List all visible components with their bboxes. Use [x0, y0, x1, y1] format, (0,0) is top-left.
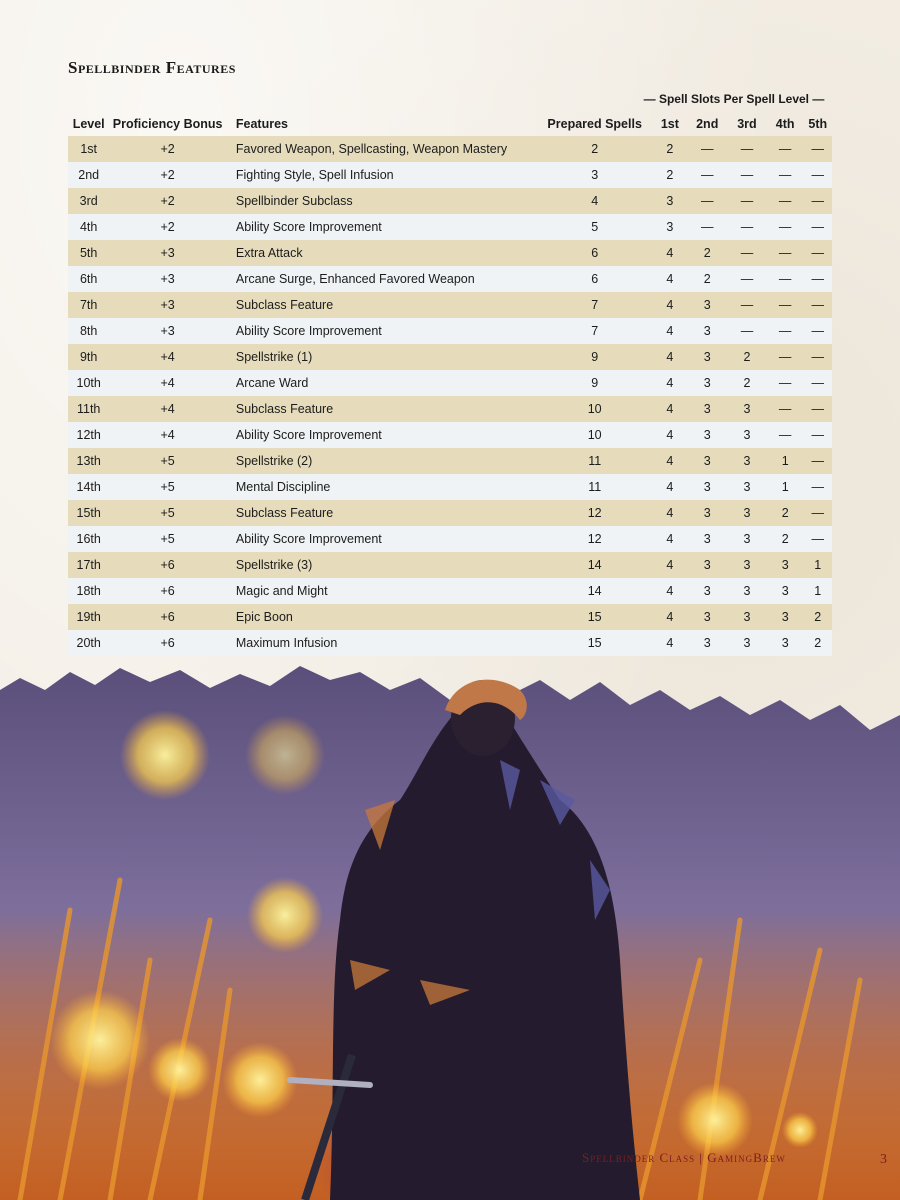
cell-slot-3rd: 2 — [727, 370, 767, 396]
cell-slot-1st: 4 — [652, 266, 687, 292]
cell-slot-2nd: — — [687, 162, 727, 188]
cell-features: Mental Discipline — [226, 474, 537, 500]
cell-slot-2nd: 3 — [687, 604, 727, 630]
header-features: Features — [235, 117, 288, 131]
cell-level: 3rd — [68, 188, 109, 214]
cell-proficiency-bonus: +2 — [109, 162, 226, 188]
cell-slot-4th: 1 — [767, 474, 804, 500]
table-row — [68, 396, 832, 422]
cell-slot-2nd: 3 — [687, 370, 727, 396]
cell-features: Arcane Surge, Enhanced Favored Weapon — [226, 266, 537, 292]
cell-features: Subclass Feature — [226, 292, 537, 318]
cell-slot-5th: — — [804, 214, 832, 240]
cell-slot-1st: 3 — [652, 188, 687, 214]
cell-level: 18th — [68, 578, 109, 604]
cell-prepared-spells: 6 — [537, 240, 653, 266]
header-slot-3rd: 3rd — [737, 117, 757, 131]
table-row — [68, 136, 832, 162]
cell-prepared-spells: 10 — [537, 396, 653, 422]
cell-slot-4th: 3 — [767, 630, 804, 656]
cell-proficiency-bonus: +4 — [109, 344, 226, 370]
cell-proficiency-bonus: +6 — [109, 630, 226, 656]
cell-slot-2nd: 3 — [687, 500, 727, 526]
table-header-row — [68, 112, 832, 136]
cell-features: Spellbinder Subclass — [226, 188, 537, 214]
cell-slot-4th: 1 — [767, 448, 804, 474]
cell-level: 6th — [68, 266, 109, 292]
spellbinder-features-table — [68, 112, 832, 656]
cell-slot-4th: — — [767, 266, 804, 292]
cell-prepared-spells: 6 — [537, 266, 653, 292]
header-prepared-spells: Prepared Spells — [547, 117, 642, 131]
table-row — [68, 344, 832, 370]
cell-slot-5th: — — [804, 162, 832, 188]
cell-features: Extra Attack — [226, 240, 537, 266]
cell-slot-3rd: 3 — [727, 552, 767, 578]
cell-slot-4th: — — [767, 240, 804, 266]
cell-prepared-spells: 11 — [537, 448, 653, 474]
cell-slot-5th: 2 — [804, 630, 832, 656]
cell-slot-3rd: — — [727, 188, 767, 214]
table-row — [68, 266, 832, 292]
cell-slot-1st: 4 — [652, 474, 687, 500]
cell-slot-4th: 2 — [767, 526, 804, 552]
page-footer: Spellbinder Class | GamingBrew — [582, 1150, 786, 1165]
cell-features: Ability Score Improvement — [226, 214, 537, 240]
cell-proficiency-bonus: +3 — [109, 240, 226, 266]
header-proficiency-bonus: Proficiency Bonus — [112, 117, 223, 131]
cell-level: 11th — [68, 396, 109, 422]
cell-slot-1st: 4 — [652, 422, 687, 448]
cell-slot-2nd: 2 — [687, 240, 727, 266]
cell-slot-2nd: 3 — [687, 422, 727, 448]
cell-features: Spellstrike (3) — [226, 552, 537, 578]
cell-prepared-spells: 15 — [537, 630, 653, 656]
cell-slot-1st: 4 — [652, 344, 687, 370]
cell-slot-5th: 1 — [804, 578, 832, 604]
cell-level: 2nd — [68, 162, 109, 188]
cell-prepared-spells: 4 — [537, 188, 653, 214]
cell-slot-3rd: 2 — [727, 344, 767, 370]
cell-slot-4th: — — [767, 318, 804, 344]
cell-slot-5th: — — [804, 136, 832, 162]
cell-slot-1st: 4 — [652, 370, 687, 396]
cell-proficiency-bonus: +4 — [109, 396, 226, 422]
cell-prepared-spells: 10 — [537, 422, 653, 448]
cell-slot-2nd: 3 — [687, 526, 727, 552]
table-row — [68, 604, 832, 630]
cell-slot-4th: — — [767, 396, 804, 422]
cell-slot-4th: — — [767, 162, 804, 188]
cell-prepared-spells: 7 — [537, 292, 653, 318]
cell-slot-5th: — — [804, 266, 832, 292]
cell-slot-1st: 4 — [652, 552, 687, 578]
cell-slot-3rd: 3 — [727, 578, 767, 604]
cell-slot-4th: — — [767, 188, 804, 214]
cell-slot-4th: — — [767, 214, 804, 240]
table-row — [68, 526, 832, 552]
cell-slot-1st: 4 — [652, 292, 687, 318]
cell-slot-4th: — — [767, 292, 804, 318]
cell-slot-1st: 4 — [652, 500, 687, 526]
header-slot-2nd: 2nd — [696, 117, 719, 131]
cell-slot-2nd: 3 — [687, 630, 727, 656]
cell-slot-1st: 4 — [652, 396, 687, 422]
cell-proficiency-bonus: +6 — [109, 604, 226, 630]
cell-level: 10th — [68, 370, 109, 396]
cell-level: 14th — [68, 474, 109, 500]
cell-prepared-spells: 14 — [537, 578, 653, 604]
cell-slot-3rd: 3 — [727, 396, 767, 422]
cell-slot-1st: 2 — [652, 162, 687, 188]
cell-level: 9th — [68, 344, 109, 370]
cell-level: 8th — [68, 318, 109, 344]
table-row — [68, 500, 832, 526]
cell-slot-4th: 3 — [767, 604, 804, 630]
cell-slot-5th: — — [804, 188, 832, 214]
table-row — [68, 578, 832, 604]
cell-level: 17th — [68, 552, 109, 578]
cell-slot-5th: — — [804, 526, 832, 552]
cell-prepared-spells: 9 — [537, 344, 653, 370]
cell-proficiency-bonus: +6 — [109, 552, 226, 578]
table-row — [68, 188, 832, 214]
cell-slot-2nd: 3 — [687, 396, 727, 422]
cell-prepared-spells: 12 — [537, 500, 653, 526]
cell-slot-5th: — — [804, 474, 832, 500]
table-row — [68, 370, 832, 396]
cell-features: Ability Score Improvement — [226, 318, 537, 344]
cell-proficiency-bonus: +2 — [109, 136, 226, 162]
cell-prepared-spells: 3 — [537, 162, 653, 188]
cell-slot-3rd: — — [727, 292, 767, 318]
cell-slot-5th: — — [804, 422, 832, 448]
cell-slot-5th: 1 — [804, 552, 832, 578]
cell-slot-3rd: 3 — [727, 474, 767, 500]
cell-slot-4th: 3 — [767, 578, 804, 604]
cell-slot-2nd: 2 — [687, 266, 727, 292]
cell-features: Favored Weapon, Spellcasting, Weapon Mastery — [226, 136, 537, 162]
header-slot-4th: 4th — [775, 117, 795, 131]
cell-slot-4th: — — [767, 344, 804, 370]
cell-proficiency-bonus: +5 — [109, 526, 226, 552]
page-title: Spellbinder Features — [68, 58, 236, 77]
cell-slot-3rd: 3 — [727, 604, 767, 630]
cell-proficiency-bonus: +5 — [109, 500, 226, 526]
cell-slot-5th: — — [804, 448, 832, 474]
cell-slot-2nd: 3 — [687, 344, 727, 370]
cell-features: Spellstrike (1) — [226, 344, 537, 370]
cell-level: 15th — [68, 500, 109, 526]
cell-slot-5th: — — [804, 500, 832, 526]
header-level: Level — [72, 117, 105, 131]
cell-slot-3rd: — — [727, 162, 767, 188]
cell-slot-3rd: — — [727, 318, 767, 344]
page-number: 3 — [880, 1152, 887, 1167]
cell-proficiency-bonus: +3 — [109, 292, 226, 318]
cell-proficiency-bonus: +6 — [109, 578, 226, 604]
cell-slot-2nd: — — [687, 214, 727, 240]
cell-slot-1st: 4 — [652, 526, 687, 552]
cell-level: 5th — [68, 240, 109, 266]
table-row — [68, 318, 832, 344]
table-row — [68, 422, 832, 448]
cell-slot-4th: 3 — [767, 552, 804, 578]
cell-features: Spellstrike (2) — [226, 448, 537, 474]
cell-proficiency-bonus: +5 — [109, 448, 226, 474]
cell-slot-5th: — — [804, 370, 832, 396]
cell-slot-2nd: 3 — [687, 578, 727, 604]
spell-slots-header: — Spell Slots Per Spell Level — — [643, 92, 825, 106]
cell-features: Fighting Style, Spell Infusion — [226, 162, 537, 188]
cell-proficiency-bonus: +3 — [109, 266, 226, 292]
cell-slot-1st: 3 — [652, 214, 687, 240]
cell-slot-1st: 4 — [652, 240, 687, 266]
cell-slot-4th: — — [767, 136, 804, 162]
cell-slot-5th: — — [804, 344, 832, 370]
cell-slot-5th: — — [804, 240, 832, 266]
cell-slot-2nd: — — [687, 136, 727, 162]
cell-slot-2nd: — — [687, 188, 727, 214]
cell-prepared-spells: 12 — [537, 526, 653, 552]
cell-slot-2nd: 3 — [687, 552, 727, 578]
table-body — [68, 136, 832, 656]
cell-proficiency-bonus: +5 — [109, 474, 226, 500]
cell-proficiency-bonus: +2 — [109, 214, 226, 240]
cell-features: Arcane Ward — [226, 370, 537, 396]
cell-slot-1st: 4 — [652, 604, 687, 630]
cell-prepared-spells: 11 — [537, 474, 653, 500]
table-row — [68, 474, 832, 500]
cell-slot-2nd: 3 — [687, 292, 727, 318]
cell-slot-5th: — — [804, 396, 832, 422]
cell-slot-3rd: 3 — [727, 500, 767, 526]
cell-proficiency-bonus: +2 — [109, 188, 226, 214]
cell-features: Epic Boon — [226, 604, 537, 630]
cell-features: Subclass Feature — [226, 500, 537, 526]
table-row — [68, 448, 832, 474]
cell-slot-1st: 4 — [652, 448, 687, 474]
cell-slot-3rd: — — [727, 214, 767, 240]
cell-slot-4th: — — [767, 370, 804, 396]
cell-level: 16th — [68, 526, 109, 552]
table-row — [68, 240, 832, 266]
cell-slot-5th: — — [804, 292, 832, 318]
table-row — [68, 552, 832, 578]
cell-proficiency-bonus: +3 — [109, 318, 226, 344]
cell-slot-2nd: 3 — [687, 448, 727, 474]
cell-slot-3rd: 3 — [727, 526, 767, 552]
cell-prepared-spells: 2 — [537, 136, 653, 162]
table-row — [68, 162, 832, 188]
cell-features: Magic and Might — [226, 578, 537, 604]
cell-level: 7th — [68, 292, 109, 318]
cell-slot-1st: 4 — [652, 318, 687, 344]
cell-proficiency-bonus: +4 — [109, 370, 226, 396]
cell-slot-2nd: 3 — [687, 474, 727, 500]
illustration-cloaked-warrior — [0, 660, 900, 1200]
cell-slot-4th: 2 — [767, 500, 804, 526]
warrior-painting — [0, 660, 900, 1200]
cell-slot-1st: 2 — [652, 136, 687, 162]
cell-slot-3rd: 3 — [727, 448, 767, 474]
cell-level: 20th — [68, 630, 109, 656]
cell-slot-3rd: — — [727, 136, 767, 162]
cell-level: 19th — [68, 604, 109, 630]
cell-proficiency-bonus: +4 — [109, 422, 226, 448]
cell-prepared-spells: 9 — [537, 370, 653, 396]
cell-slot-1st: 4 — [652, 630, 687, 656]
cell-level: 12th — [68, 422, 109, 448]
cell-slot-2nd: 3 — [687, 318, 727, 344]
table-row — [68, 630, 832, 656]
cell-slot-5th: — — [804, 318, 832, 344]
table-row — [68, 214, 832, 240]
table-row — [68, 292, 832, 318]
cell-prepared-spells: 15 — [537, 604, 653, 630]
cell-slot-3rd: — — [727, 240, 767, 266]
header-slot-5th: 5th — [808, 117, 828, 131]
cell-prepared-spells: 7 — [537, 318, 653, 344]
cell-prepared-spells: 5 — [537, 214, 653, 240]
cell-slot-3rd: 3 — [727, 630, 767, 656]
cell-slot-3rd: — — [727, 266, 767, 292]
cell-slot-5th: 2 — [804, 604, 832, 630]
cell-level: 4th — [68, 214, 109, 240]
header-slot-1st: 1st — [660, 117, 679, 131]
cell-level: 13th — [68, 448, 109, 474]
cell-features: Ability Score Improvement — [226, 422, 537, 448]
cell-slot-3rd: 3 — [727, 422, 767, 448]
cell-slot-1st: 4 — [652, 578, 687, 604]
cell-features: Subclass Feature — [226, 396, 537, 422]
cell-features: Maximum Infusion — [226, 630, 537, 656]
cell-level: 1st — [68, 136, 109, 162]
cell-slot-4th: — — [767, 422, 804, 448]
cell-prepared-spells: 14 — [537, 552, 653, 578]
cell-features: Ability Score Improvement — [226, 526, 537, 552]
